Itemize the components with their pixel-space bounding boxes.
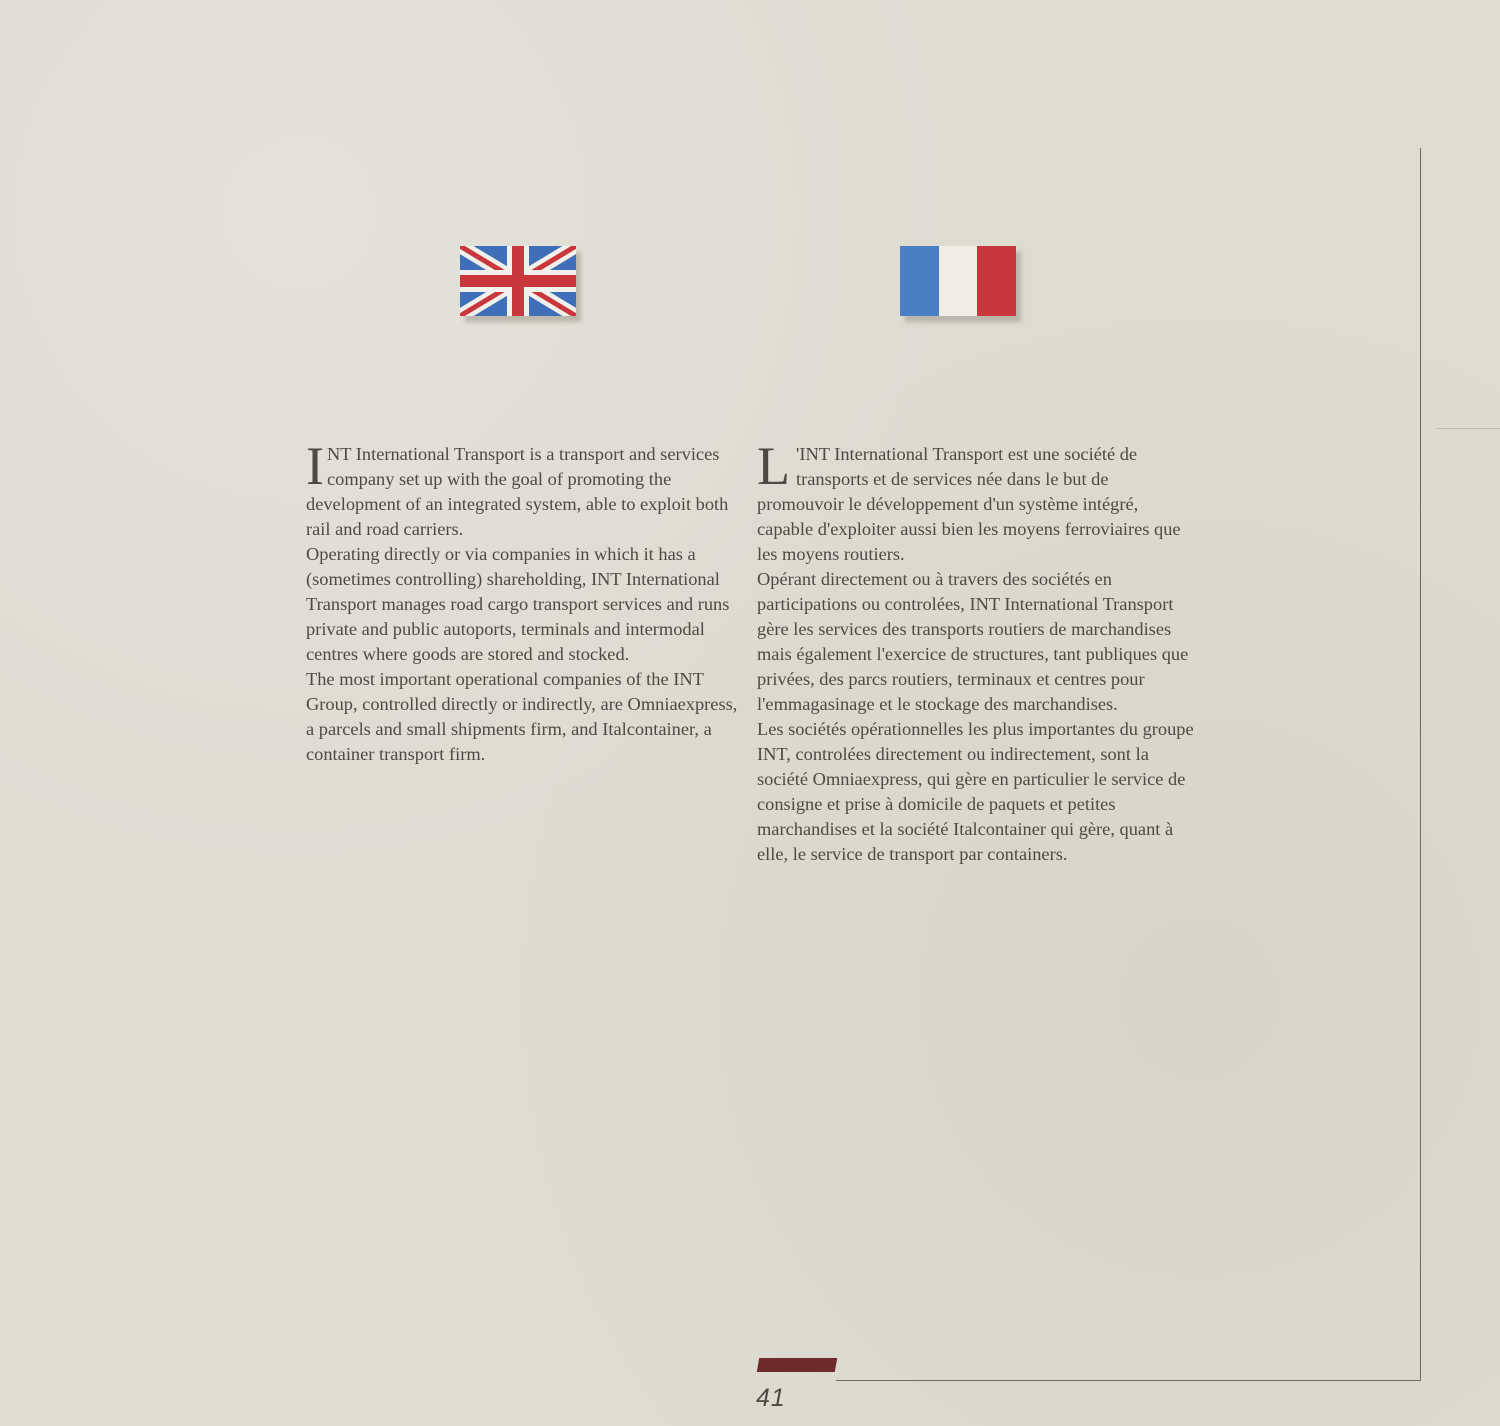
flag-band-white bbox=[939, 246, 978, 316]
french-paragraph-3: Les sociétés opérationnelles les plus importantes du groupe INT, controlées directement ou indirectement, sont la société Omniaexpress, qui gère en particulier le service de consigne et prise à domicile de paquets et petites marchandises et la société Italcontainer qui gère, quant à elle, le service de transport par containers. bbox=[757, 719, 1194, 864]
english-paragraph-2: Operating directly or via companies in which it has a (sometimes controlling) shareholding, INT International Transport manages road cargo transport services and runs private and public autoports, terminals and intermodal centres where goods are stored and stocked. bbox=[306, 544, 730, 664]
page-number: 41 bbox=[756, 1384, 786, 1412]
french-paragraph-1: 'INT International Transport est une société de transports et de services née dans le but de promouvoir le développement d'un système intégré, capable d'exploiter aussi bien les moyens ferroviaires que les moyens routiers. bbox=[757, 444, 1181, 564]
page-number-marker bbox=[757, 1358, 837, 1372]
french-dropcap: L bbox=[757, 436, 790, 496]
english-dropcap: I bbox=[306, 436, 324, 496]
english-text-column bbox=[306, 436, 746, 767]
french-text-column bbox=[757, 436, 1197, 867]
frame-margin-tick bbox=[1436, 428, 1500, 429]
france-flag-icon bbox=[900, 246, 1016, 316]
flag-band-red bbox=[977, 246, 1016, 316]
frame-bottom-rule bbox=[836, 1380, 1421, 1381]
flag-band-blue bbox=[900, 246, 939, 316]
french-paragraph-2: Opérant directement ou à travers des sociétés en participations ou controlées, INT International Transport gère les services des transports routiers de marchandises mais également l'exercice de structures, tant publiques que privées, des parcs routiers, terminaux et centres pour l'emmagasinage et le stockage des marchandises. bbox=[757, 569, 1189, 714]
uk-flag-icon bbox=[460, 246, 576, 316]
frame-right-rule bbox=[1420, 148, 1421, 1381]
english-paragraph-3: The most important operational companies of the INT Group, controlled directly or indirectly, are Omniaexpress, a parcels and small shipments firm, and Italcontainer, a container transport firm. bbox=[306, 669, 738, 764]
english-paragraph-1: NT International Transport is a transport and services company set up with the goal of promoting the development of an integrated system, able to exploit both rail and road carriers. bbox=[306, 444, 729, 539]
